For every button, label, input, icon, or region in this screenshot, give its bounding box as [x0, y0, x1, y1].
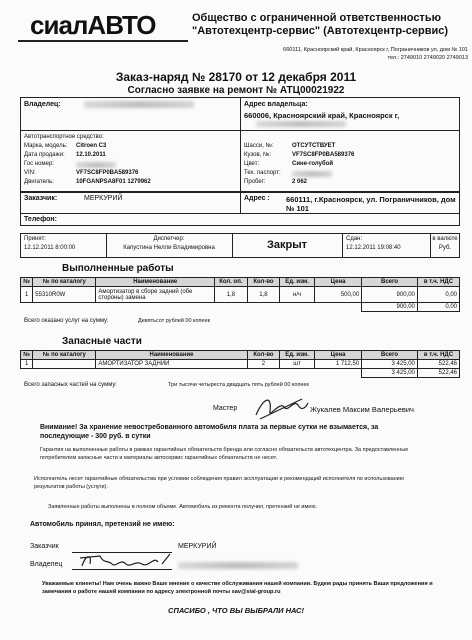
- owner-label: Владелец:: [24, 101, 61, 108]
- vehicle-left: [24, 143, 234, 188]
- vehicle-left-label: Дата продажи:: [24, 152, 65, 158]
- order-title: Заказ-наряд № 28170 от 12 декабря 2011: [115, 70, 357, 84]
- note-executor: Исполнитель несет гарантийные обязательства при условии соблюдения правил эксплуатации и рекомендаций исполнителя по использованию результатов работы (услуги).: [34, 476, 404, 490]
- vehicle-left-label: Гос номер:: [24, 161, 54, 167]
- vehicle-right-label: Тех. паспорт:: [244, 170, 281, 176]
- owner-address-redacted: [256, 121, 346, 127]
- works-header-cell: Кол. оп.: [215, 278, 248, 287]
- vehicle-left-value: 10FGANPSA8F01 1279962: [76, 179, 151, 185]
- vehicle-right-redacted: [292, 171, 332, 177]
- parts-cell: 1 712,50: [314, 360, 361, 369]
- works-header-cell: Цена: [314, 278, 361, 287]
- company-phones: тел.: 2749010 2749020 2749013: [387, 55, 468, 61]
- footer-dear: Уважаемые клиенты! Нам очень важно Ваше мнение о качестве обслуживания нашей компании. Будем рады принять Ваши предложения и замечания о работе нашей компании по адресу электронной почты sav@sial-group.ru: [42, 581, 433, 595]
- customer-hdivider: [20, 213, 460, 214]
- parts-header-cell: Ед. изм.: [280, 351, 315, 360]
- parts-summary-label: Всего запасных частей на сумму:: [24, 382, 118, 388]
- master-name: Жукалев Максим Валерьевич: [310, 405, 414, 414]
- vehicle-left-redacted: [76, 162, 116, 168]
- parts-total-row: [21, 369, 460, 378]
- owner-address-label: Адрес владельца:: [244, 101, 308, 108]
- works-title: Выполненные работы: [62, 263, 174, 274]
- currency-label: в валюте: [432, 236, 458, 242]
- parts-cell: 1: [21, 360, 33, 369]
- order-state: Закрыт: [266, 239, 307, 251]
- parts-header-cell: Наименование: [96, 351, 247, 360]
- vehicle-left-label: Марка, модель:: [24, 143, 68, 149]
- vehicle-left-row: [24, 161, 234, 170]
- parts-total-vat: 522,46: [417, 369, 459, 378]
- works-header-cell: в т.ч. НДС: [417, 278, 459, 287]
- company-logo: [30, 10, 200, 40]
- owner-address-value: 660006, Красноярский край, Красноярск г,: [244, 111, 400, 120]
- customer-address-value: 660111, г.Красноярск, ул. Пограничников, дом № 101: [286, 195, 456, 213]
- dispatcher-label: Диспетчер:: [153, 236, 185, 242]
- vehicle-left-label: VIN:: [24, 170, 36, 176]
- works-header-cell: №: [21, 278, 33, 287]
- accepted-label: Принят:: [24, 236, 46, 242]
- works-header-cell: Всего: [362, 278, 418, 287]
- vehicle-left-label: Двигатель:: [24, 179, 54, 185]
- vehicle-right-label: Цвет:: [244, 161, 260, 167]
- parts-header-cell: Всего: [362, 351, 418, 360]
- vehicle-right-value: ОТСУТСТВУЕТ: [292, 143, 336, 149]
- works-table: [20, 277, 460, 312]
- vehicle-left-row: [24, 170, 234, 179]
- dispatcher-value: Капустина Нелли Владимировна: [123, 245, 215, 251]
- parts-cell: шт: [280, 360, 315, 369]
- logo-underline: [18, 40, 188, 42]
- vehicle-right-row: [244, 161, 454, 170]
- works-cell: н/ч: [280, 287, 315, 303]
- parts-cell: 522,46: [417, 360, 459, 369]
- parts-cell: [33, 360, 96, 369]
- parts-header-cell: Кол-во: [247, 351, 280, 360]
- parts-header-cell: в т.ч. НДС: [417, 351, 459, 360]
- parts-cell: 3 425,00: [362, 360, 418, 369]
- works-header-cell: Наименование: [96, 278, 215, 287]
- handed-label: Сдан:: [346, 236, 363, 242]
- vehicle-left-value: 12.10.2011: [76, 152, 106, 158]
- vehicle-right-value: VF7SC8FP0BA589376: [292, 152, 355, 158]
- company-name-line2: "Автотехцентр-сервис" (Автотехцентр-сервис): [192, 25, 449, 37]
- sig-customer-value: МЕРКУРИЙ: [178, 543, 217, 550]
- parts-header-cell: №: [21, 351, 33, 360]
- vehicle-right-label: Шасси, №:: [244, 143, 274, 149]
- note-accepted: Автомобиль принял, претензий не имею:: [30, 521, 175, 528]
- vehicle-right-row: [244, 143, 454, 152]
- vehicle-left-row: [24, 179, 234, 188]
- logo-text: сиалАВТО: [30, 10, 156, 40]
- parts-header-cell: Цена: [314, 351, 361, 360]
- parts-total: 3 425,00: [362, 369, 418, 378]
- works-header-row: [21, 278, 460, 287]
- works-total: 900,00: [362, 303, 418, 312]
- footer-thanks: СПАСИБО , ЧТО ВЫ ВЫБРАЛИ НАС!: [168, 606, 304, 615]
- sig-customer-label: Заказчик: [30, 543, 59, 550]
- works-cell: Амортизатор в сборе задний (обе стороны) замена: [96, 287, 215, 303]
- vehicle-left-row: [24, 152, 234, 161]
- works-cell: 500,00: [314, 287, 361, 303]
- works-header-cell: Ед. изм.: [280, 278, 315, 287]
- status-div1: [106, 233, 107, 258]
- status-div3: [342, 233, 343, 258]
- vehicle-left-value: Citroen C3: [76, 143, 107, 149]
- works-cell: 0,00: [417, 287, 459, 303]
- works-cell: 1: [21, 287, 33, 303]
- handed-value: 12.12.2011 19:08:40: [346, 245, 401, 251]
- works-total-row: [21, 303, 460, 312]
- vehicle-right-label: Пробег:: [244, 179, 266, 185]
- vehicle-left-value: VF7SC8FP0BA589376: [76, 170, 139, 176]
- owner-divider: [240, 97, 241, 192]
- works-header-cell: № по каталогу: [33, 278, 96, 287]
- vehicle-right-row: [244, 152, 454, 161]
- owner-hdivider: [20, 130, 460, 131]
- parts-header-cell: № по каталогу: [33, 351, 96, 360]
- master-label: Мастер: [213, 405, 238, 412]
- status-div2: [232, 233, 233, 258]
- parts-cell: АМОРТИЗАТОР ЗАДНИЙ: [96, 360, 247, 369]
- works-cell: 1,8: [247, 287, 280, 303]
- currency-value: Руб.: [438, 245, 452, 251]
- works-summary-label: Всего оказано услуг на сумму:: [24, 318, 109, 324]
- sig-owner-label: Владелец: [30, 561, 63, 568]
- accepted-value: 12.12.2011 8:00:00: [24, 245, 76, 251]
- note-done: Заявленные работы выполнены в полном объеме. Автомобиль из ремонта получил, претензий не имею.: [48, 504, 318, 510]
- vehicle-right-value: Сине-голубой: [292, 161, 334, 167]
- vehicle-left-row: [24, 143, 234, 152]
- parts-summary-value: Три тысячи четыреста двадцать пять рублей 00 копеек: [168, 382, 309, 388]
- customer-label: Заказчик:: [24, 195, 58, 202]
- works-cell: 1,8: [215, 287, 248, 303]
- vehicle-right-row: [244, 179, 454, 188]
- customer-address-label: Адрес :: [244, 195, 270, 202]
- works-cell: 55310R0W: [33, 287, 96, 303]
- owner-name-redacted: [178, 562, 298, 569]
- vehicle-right: [244, 143, 454, 188]
- company-address: 660111, Красноярский край, Красноярск г, Пограничников ул, дом № 101: [283, 47, 468, 53]
- parts-table: [20, 350, 460, 378]
- parts-cell: 2: [247, 360, 280, 369]
- works-total-vat: 0,00: [417, 303, 459, 312]
- owner-signature: [78, 550, 174, 572]
- table-row: [21, 360, 460, 369]
- master-signature: [250, 393, 310, 423]
- vehicle-right-label: Кузов, №:: [244, 152, 272, 158]
- vehicle-right-value: 2 062: [292, 179, 308, 185]
- customer-divider: [240, 192, 241, 213]
- owner-redacted: [84, 101, 194, 108]
- parts-title: Запасные части: [62, 336, 142, 347]
- works-summary-value: Девятьсот рублей 00 копеек: [138, 318, 211, 324]
- customer-value: МЕРКУРИЙ: [84, 195, 123, 202]
- works-cell: 900,00: [362, 287, 418, 303]
- customer-phone-label: Телефон:: [24, 216, 57, 223]
- table-row: [21, 287, 460, 303]
- company-contacts: [230, 46, 468, 62]
- vehicle-right-row: [244, 170, 454, 179]
- order-subtitle: Согласно заявке на ремонт № АТЦ00021922: [127, 85, 345, 96]
- company-name-line1: Общество с ограниченной ответственностью: [192, 12, 441, 24]
- company-name: [192, 12, 467, 38]
- note-attention: Внимание! За хранение невостребованного автомобиля плата за первые сутки не взымается, за последующие - 300 руб. в сутки: [40, 424, 379, 440]
- note-guarantee: Гарантия на выполненные работы в рамках гарантийных обязательств бренда или согласно обязательств автотехцентра. За предоставленные потребителем запасные части и материалы автосервис гарантийных обязательств не несет.: [40, 447, 409, 461]
- parts-header-row: [21, 351, 460, 360]
- works-header-cell: Кол-во: [247, 278, 280, 287]
- vehicle-heading: Автотранспортное средство:: [24, 134, 104, 140]
